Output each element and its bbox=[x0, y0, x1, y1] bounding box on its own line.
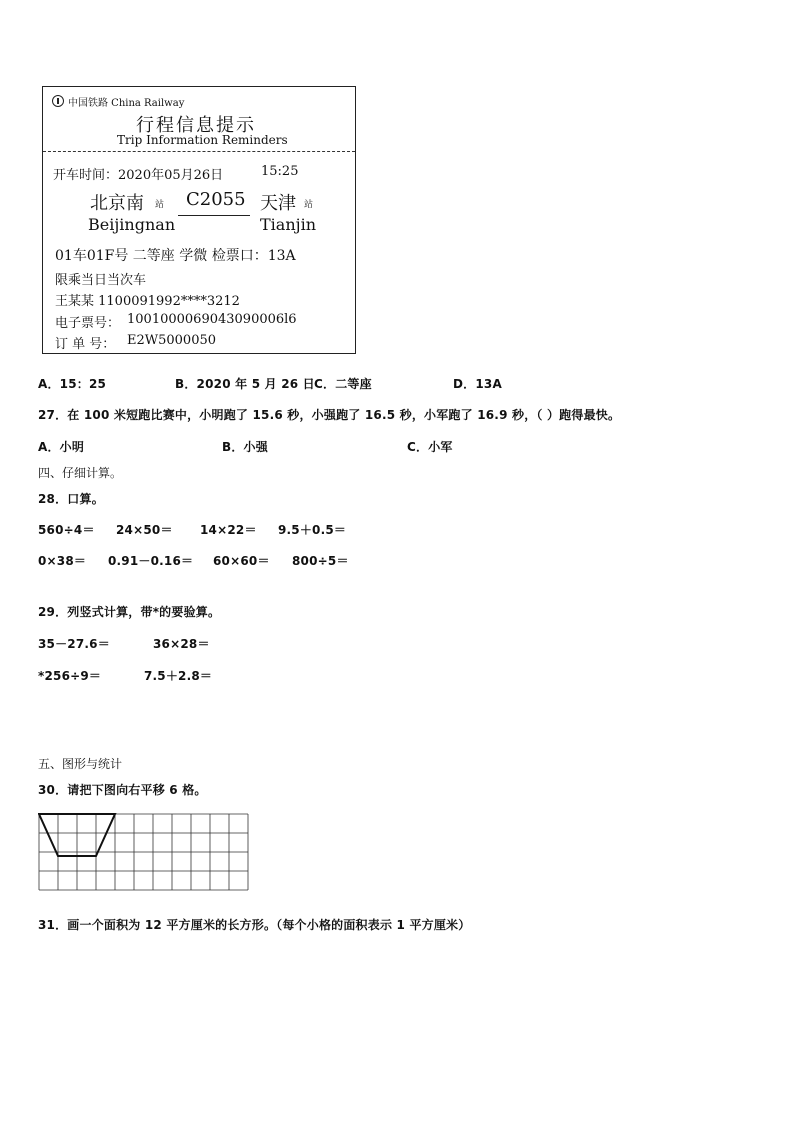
q29-item: 7.5＋2.8＝ bbox=[144, 669, 213, 683]
order-label: 订 单 号： bbox=[55, 337, 116, 352]
china-railway-logo-icon bbox=[52, 95, 64, 107]
q28-item: 14×22＝ bbox=[200, 523, 257, 537]
section-4-heading: 四、仔细计算。 bbox=[38, 466, 123, 480]
from-station-suffix: 站 bbox=[155, 200, 165, 210]
ticket-image bbox=[42, 86, 356, 354]
passenger-line: 王某某 1100091992****3212 bbox=[55, 294, 240, 309]
q26-option-d: D．13A bbox=[453, 377, 502, 391]
departure-label: 开车时间： bbox=[53, 168, 119, 183]
section-5-heading: 五、图形与统计 bbox=[38, 757, 123, 771]
to-station-suffix: 站 bbox=[304, 200, 314, 210]
q26-option-a: A．15：25 bbox=[38, 377, 107, 391]
ticket-header: 中国铁路 China Railway bbox=[68, 98, 185, 109]
q26-option-c: C．二等座 bbox=[314, 377, 372, 391]
q28-item: 800÷5＝ bbox=[292, 554, 349, 568]
q28-item: 60×60＝ bbox=[213, 554, 270, 568]
restriction-line: 限乘当日当次车 bbox=[55, 273, 147, 288]
q28-item: 24×50＝ bbox=[116, 523, 173, 537]
order-number: E2W5000050 bbox=[127, 333, 217, 348]
q28-item: 0×38＝ bbox=[38, 554, 87, 568]
q28-item: 9.5＋0.5＝ bbox=[278, 523, 347, 537]
ticket-title-cn: 行程信息提示 bbox=[136, 115, 256, 136]
eticket-number: 1001000069043090006l6 bbox=[127, 312, 297, 327]
q27-option-c: C．小军 bbox=[407, 440, 453, 454]
q29-item: *256÷9＝ bbox=[38, 669, 102, 683]
ticket-title-en: Trip Information Reminders bbox=[117, 133, 288, 147]
q27-option-b: B．小强 bbox=[222, 440, 268, 454]
q28-item: 0.91－0.16＝ bbox=[108, 554, 194, 568]
q29-item: 36×28＝ bbox=[153, 637, 210, 651]
q28-stem: 28．口算。 bbox=[38, 492, 104, 506]
q29-stem: 29．列竖式计算，带*的要验算。 bbox=[38, 605, 221, 619]
departure-date: 2020年05月26日 bbox=[118, 168, 224, 183]
q27-option-a: A．小明 bbox=[38, 440, 85, 454]
q28-item: 560÷4＝ bbox=[38, 523, 95, 537]
translation-grid bbox=[38, 813, 250, 901]
train-underline bbox=[178, 215, 250, 216]
to-station-cn: 天津 bbox=[260, 193, 296, 214]
q30-stem: 30．请把下图向右平移 6 格。 bbox=[38, 783, 207, 797]
q31-stem: 31．画一个面积为 12 平方厘米的长方形。（每个小格的面积表示 1 平方厘米） bbox=[38, 918, 471, 932]
from-station-cn: 北京南 bbox=[90, 193, 144, 214]
ticket-divider bbox=[43, 151, 355, 152]
to-station-en: Tianjin bbox=[260, 215, 317, 234]
departure-time: 15:25 bbox=[261, 164, 299, 179]
train-number: C2055 bbox=[186, 189, 246, 210]
q27-stem: 27．在 100 米短跑比赛中，小明跑了 15.6 秒，小强跑了 16.5 秒，小军跑了 16.9 秒，（ ）跑得最快。 bbox=[38, 408, 621, 422]
from-station-en: Beijingnan bbox=[88, 215, 176, 234]
q29-item: 35－27.6＝ bbox=[38, 637, 110, 651]
seat-line: 01车01F号 二等座 学微 检票口：13A bbox=[55, 248, 296, 264]
eticket-label: 电子票号： bbox=[55, 316, 121, 331]
q26-option-b: B．2020 年 5 月 26 日 bbox=[175, 377, 315, 391]
